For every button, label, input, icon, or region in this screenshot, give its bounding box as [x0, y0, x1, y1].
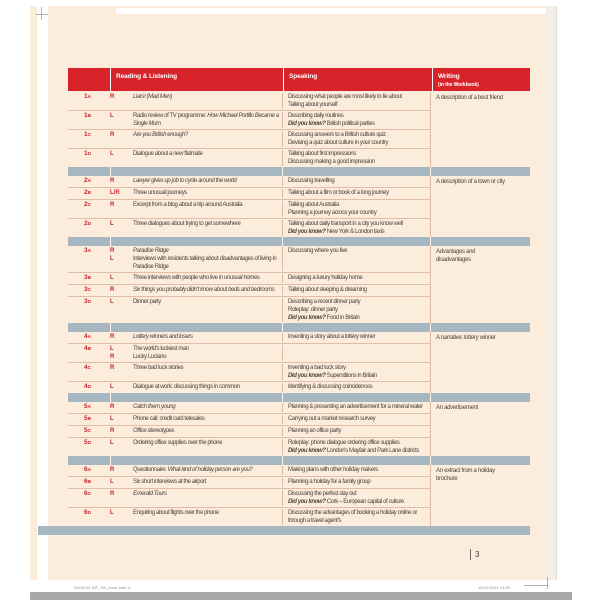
did-you-know-label: Did you know? — [288, 315, 327, 321]
reading-cell — [110, 439, 282, 455]
lesson-number: 1 — [84, 131, 88, 138]
reading-cell — [110, 383, 282, 392]
unit-rows — [68, 402, 430, 456]
lesson-number: 6 — [84, 478, 88, 485]
page-right-edge — [546, 6, 557, 580]
skill-indicator: L — [110, 275, 114, 281]
reading-cell — [110, 298, 282, 322]
lesson-number: 3 — [84, 298, 88, 305]
contents-table — [68, 68, 530, 535]
lesson-letter: B — [87, 191, 92, 196]
unit-block — [68, 402, 530, 456]
lesson-letter: D — [87, 222, 92, 227]
section-divider-bar — [68, 237, 530, 246]
speaking-item: Did you know? Superstitions in Britain — [288, 373, 377, 379]
unit-block — [68, 176, 530, 237]
speaking-cell — [282, 509, 430, 525]
lesson-id — [68, 286, 110, 295]
header-writing-title: Writing — [438, 73, 460, 80]
reading-title: Six things you probably didn't know about beds and bedrooms — [133, 287, 275, 293]
lesson-id — [68, 93, 110, 109]
lesson-number: 6 — [84, 509, 88, 516]
speaking-cell — [282, 364, 430, 380]
lesson-row — [68, 332, 430, 344]
speaking-item: Did you know? Food in Britain — [288, 315, 360, 321]
lesson-letter: C — [87, 366, 92, 371]
lesson-id — [68, 466, 110, 475]
lesson-row — [68, 508, 430, 526]
skill-indicator: R — [110, 178, 115, 184]
reading-title: Lottery winners and losers — [133, 334, 193, 340]
writing-cell: An advertisement — [430, 402, 530, 456]
skill-indicator: R — [110, 354, 115, 360]
speaking-cell — [282, 247, 430, 271]
lesson-number: 3 — [84, 286, 88, 293]
lesson-id — [68, 403, 110, 412]
skill-indicator: L — [110, 384, 114, 390]
units-container — [68, 92, 530, 526]
did-you-know-label: Did you know? — [288, 121, 327, 127]
skill-indicator: L — [110, 479, 114, 485]
unit-rows — [68, 465, 430, 526]
speaking-item: Did you know? Cork – European capital of culture — [288, 499, 404, 505]
page-bleed-strip — [30, 6, 37, 580]
writing-cell: A narrative: lottery winner — [430, 332, 530, 393]
reading-item — [110, 490, 282, 498]
lesson-letter: A — [87, 95, 92, 100]
reading-cell — [110, 478, 282, 487]
reading-item: L Radio review of TV programme: How Michael Portillo Became a Single Mum — [110, 113, 279, 127]
lesson-row — [68, 149, 430, 167]
lesson-letter: B — [87, 114, 92, 119]
reading-item: R Excerpt from a blog about a trip around Australia — [110, 202, 243, 208]
speaking-cell — [282, 478, 430, 487]
reading-cell — [110, 333, 282, 342]
unit-rows — [68, 246, 430, 323]
writing-cell: A description of a town or city — [430, 176, 530, 237]
section-divider-bar — [68, 393, 530, 402]
speaking-cell — [282, 177, 430, 186]
reading-item: L Dinner party — [110, 299, 161, 305]
lesson-letter: C — [87, 203, 92, 208]
lesson-id — [68, 364, 110, 380]
lesson-number: 6 — [84, 490, 88, 497]
speaking-item: Talking about a film or book of a long journey — [288, 190, 389, 196]
skill-indicator: R — [110, 334, 115, 340]
speaking-item: Making plans with other holiday makers — [288, 467, 378, 473]
unit-block — [68, 332, 530, 393]
skill-indicator: L/R — [110, 190, 120, 196]
reading-item: L Interviews with residents talking about disadvantages of living in Paradise Ridge — [110, 256, 277, 270]
reading-title: Are you British enough? — [133, 132, 188, 138]
lesson-letter: B — [87, 480, 92, 485]
skill-indicator: R — [110, 491, 115, 497]
skill-indicator: R — [110, 202, 115, 208]
lesson-number: 4 — [84, 364, 88, 371]
section-divider-bar — [68, 456, 530, 465]
lesson-id — [68, 247, 110, 271]
lesson-number: 1 — [84, 93, 88, 100]
header-reading-listening: Reading & Listening — [111, 68, 283, 91]
lesson-letter: B — [87, 347, 92, 352]
header-writing — [433, 68, 530, 91]
speaking-item: Planning a holiday for a family group — [288, 479, 371, 485]
reading-cell — [110, 427, 282, 436]
speaking-item: Discussing the perfect day out — [288, 491, 357, 497]
speaking-cell — [282, 415, 430, 424]
lesson-letter: A — [87, 335, 92, 340]
skill-indicator: R — [110, 365, 115, 371]
lesson-row — [68, 402, 430, 414]
speaking-item: Describing daily routines — [288, 113, 344, 119]
reading-cell — [110, 189, 282, 198]
speaking-item: Talking about first impressions — [288, 151, 356, 157]
lesson-number: 2 — [84, 220, 88, 227]
lesson-id — [68, 509, 110, 525]
lesson-id — [68, 150, 110, 166]
lesson-row — [68, 219, 430, 237]
print-file-note: 0409244 INT_SB_book.indb 3 — [74, 585, 131, 590]
speaking-cell — [282, 403, 430, 412]
lesson-number: 2 — [84, 201, 88, 208]
reading-item — [110, 427, 282, 435]
skill-indicator: L — [110, 510, 114, 516]
speaking-item: Discussing the advantages of booking a holiday online or through a travel agent's — [288, 510, 418, 524]
lesson-id — [68, 112, 110, 128]
lesson-row — [68, 130, 430, 149]
speaking-cell — [282, 345, 430, 361]
reading-item: R Lucky Luciano — [110, 354, 167, 360]
reading-cell — [110, 286, 282, 295]
header-speaking: Speaking — [284, 68, 432, 91]
lesson-row — [68, 363, 430, 382]
reading-title: How Michael Portillo Became a Single Mum — [133, 113, 279, 127]
skill-indicator: R — [110, 428, 115, 434]
lesson-number: 5 — [84, 439, 88, 446]
lesson-row — [68, 344, 430, 363]
reading-title: What kind of holiday person are you? — [167, 467, 253, 473]
reading-cell — [110, 345, 282, 361]
writing-cell: An extract from a holiday brochure — [430, 465, 530, 526]
speaking-item: Planning a journey across your country — [288, 210, 377, 216]
lesson-number: 4 — [84, 383, 88, 390]
reading-item: L Three interviews with people who live in unusual homes — [110, 275, 260, 281]
skill-indicator: R — [110, 132, 115, 138]
crop-mark — [36, 14, 48, 15]
header-unit-column — [68, 68, 110, 91]
unit-rows — [68, 176, 430, 237]
reading-cell — [110, 247, 282, 271]
speaking-cell — [282, 112, 430, 128]
closing-divider-bar — [38, 526, 530, 535]
reading-item — [110, 93, 282, 101]
table-header-row — [68, 68, 530, 91]
skill-indicator: R — [110, 287, 115, 293]
speaking-item: Talking about daily transport in a city you know well — [288, 221, 403, 227]
skill-indicator: R — [110, 404, 115, 410]
lesson-row — [68, 382, 430, 393]
speaking-cell — [282, 439, 430, 455]
reading-cell — [110, 201, 282, 217]
speaking-item: Discussing where you live — [288, 248, 348, 254]
top-trim-line — [116, 8, 546, 14]
lesson-number: 5 — [84, 415, 88, 422]
reading-item: R Questionnaire: What kind of holiday person are you? — [110, 467, 253, 473]
crop-mark — [547, 577, 548, 589]
did-you-know-label: Did you know? — [288, 373, 327, 379]
speaking-cell — [282, 220, 430, 236]
lesson-row — [68, 297, 430, 323]
speaking-item: Describing a recent dinner party — [288, 299, 361, 305]
lesson-id — [68, 427, 110, 436]
lesson-id — [68, 298, 110, 322]
speaking-item: Roleplay: phone dialogue ordering office supplies — [288, 440, 400, 446]
lesson-row — [68, 489, 430, 508]
lesson-row — [68, 438, 430, 456]
reading-title: Catch them young — [133, 404, 176, 410]
lesson-number: 1 — [84, 150, 88, 157]
lesson-row — [68, 465, 430, 477]
lesson-id — [68, 201, 110, 217]
lesson-number: 4 — [84, 333, 88, 340]
lesson-row — [68, 246, 430, 273]
reading-title: Emerald Tours — [133, 491, 167, 497]
skill-indicator: L — [110, 256, 114, 262]
reading-cell — [110, 131, 282, 147]
lesson-letter: C — [87, 133, 92, 138]
reading-title: Liars! (Mad Men) — [133, 94, 172, 100]
reading-item: L Dialogue about a new flatmate — [110, 151, 203, 157]
lesson-id — [68, 478, 110, 487]
lesson-id — [68, 131, 110, 147]
speaking-item: Planning an office party — [288, 428, 341, 434]
speaking-cell — [282, 466, 430, 475]
speaking-item: Talking about Australia — [288, 202, 339, 208]
unit-rows — [68, 332, 430, 393]
reading-item — [110, 247, 282, 255]
speaking-item: Inventing a bad luck story — [288, 365, 346, 371]
speaking-cell — [282, 298, 430, 322]
speaking-cell — [282, 490, 430, 506]
reading-item — [110, 131, 282, 139]
speaking-item: Discussing making a good impression — [288, 159, 375, 165]
speaking-item: Talking about yourself — [288, 102, 338, 108]
lesson-letter: A — [87, 179, 92, 184]
speaking-item: Did you know? London's Mayfair and Park Lane districts — [288, 448, 419, 454]
lesson-id — [68, 345, 110, 361]
lesson-number: 3 — [84, 247, 88, 254]
reading-cell — [110, 150, 282, 166]
skill-indicator: L — [110, 151, 114, 157]
did-you-know-label: Did you know? — [288, 448, 327, 454]
lesson-number: 4 — [84, 345, 88, 352]
lesson-row — [68, 188, 430, 200]
speaking-cell — [282, 427, 430, 436]
lesson-letter: B — [87, 276, 92, 281]
lesson-letter: A — [87, 468, 92, 473]
lesson-letter: B — [87, 417, 92, 422]
did-you-know-label: Did you know? — [288, 499, 327, 505]
speaking-cell — [282, 286, 430, 295]
lesson-letter: C — [87, 429, 92, 434]
speaking-item: Discussing answers to a British culture quiz — [288, 132, 386, 138]
speaking-cell — [282, 131, 430, 147]
lesson-letter: D — [87, 385, 92, 390]
speaking-cell — [282, 189, 430, 198]
speaking-item: Carrying out a market research survey — [288, 416, 376, 422]
lesson-row — [68, 477, 430, 489]
scanner-background-bar — [30, 592, 572, 600]
lesson-row — [68, 426, 430, 438]
speaking-cell — [282, 150, 430, 166]
lesson-letter: D — [87, 511, 92, 516]
did-you-know-label: Did you know? — [288, 229, 327, 235]
reading-title: Paradise Ridge — [133, 248, 169, 254]
lesson-letter: D — [87, 152, 92, 157]
skill-indicator: L — [110, 221, 114, 227]
reading-item: L/R Three unusual journeys — [110, 190, 187, 196]
lesson-number: 5 — [84, 403, 88, 410]
reading-item — [110, 403, 282, 411]
lesson-letter: A — [87, 405, 92, 410]
unit-block — [68, 465, 530, 526]
reading-item: L The world's luckiest man — [110, 346, 189, 352]
reading-item: L Phone call: credit card telesales — [110, 416, 205, 422]
lesson-id — [68, 415, 110, 424]
lesson-number: 6 — [84, 466, 88, 473]
reading-cell — [110, 220, 282, 236]
unit-block — [68, 246, 530, 323]
skill-indicator: R — [110, 94, 115, 100]
lesson-letter: D — [87, 300, 92, 305]
skill-indicator: R — [110, 248, 115, 254]
reading-item: L Ordering office supplies over the phone — [110, 440, 223, 446]
lesson-letter: D — [87, 441, 92, 446]
lesson-row — [68, 200, 430, 219]
lesson-id — [68, 177, 110, 186]
book-page — [48, 6, 546, 580]
reading-item — [110, 286, 282, 294]
speaking-item: Devising a quiz about culture in your country — [288, 140, 389, 146]
reading-cell — [110, 274, 282, 283]
page-number: 3 — [470, 549, 479, 560]
skill-indicator: L — [110, 440, 114, 446]
lesson-row — [68, 414, 430, 426]
reading-item: L Enquiring about flights over the phone — [110, 510, 219, 516]
print-timestamp-note: 15/10/2011 15:25 — [478, 585, 511, 590]
speaking-item: Talking about sleeping & dreaming — [288, 287, 367, 293]
reading-cell — [110, 415, 282, 424]
lesson-number: 1 — [84, 112, 88, 119]
lesson-number: 2 — [84, 177, 88, 184]
lesson-id — [68, 333, 110, 342]
lesson-number: 2 — [84, 189, 88, 196]
speaking-item: Did you know? British political parties — [288, 121, 375, 127]
reading-cell — [110, 403, 282, 412]
lesson-number: 3 — [84, 274, 88, 281]
lesson-number: 5 — [84, 427, 88, 434]
speaking-item: Discussing travelling — [288, 178, 335, 184]
unit-rows — [68, 92, 430, 167]
speaking-item: Planning & presenting an advertisement for a mineral water — [288, 404, 423, 410]
speaking-item: Did you know? New York & London taxis — [288, 229, 385, 235]
crop-mark — [524, 585, 548, 586]
lesson-letter: C — [87, 288, 92, 293]
speaking-cell — [282, 93, 430, 109]
speaking-cell — [282, 201, 430, 217]
reading-item: L Dialogue at work: discussing things in common — [110, 384, 240, 390]
speaking-cell — [282, 333, 430, 342]
lesson-letter: A — [87, 249, 92, 254]
reading-cell — [110, 490, 282, 506]
reading-title: Office stereotypes — [133, 428, 175, 434]
lesson-row — [68, 285, 430, 297]
skill-indicator: L — [110, 346, 114, 352]
reading-cell — [110, 177, 282, 186]
unit-block — [68, 92, 530, 167]
reading-item — [110, 177, 282, 185]
writing-cell: Advantages and disadvantages — [430, 246, 530, 323]
lesson-row — [68, 92, 430, 111]
lesson-id — [68, 189, 110, 198]
speaking-item: Roleplay: dinner party — [288, 307, 338, 313]
lesson-id — [68, 383, 110, 392]
lesson-id — [68, 274, 110, 283]
reading-cell — [110, 112, 282, 128]
skill-indicator: L — [110, 113, 114, 119]
skill-indicator: R — [110, 467, 115, 473]
reading-cell — [110, 466, 282, 475]
lesson-row — [68, 273, 430, 285]
speaking-item: Inventing a story about a lottery winner — [288, 334, 376, 340]
speaking-item: Discussing what people are most likely to lie about — [288, 94, 402, 100]
reading-cell — [110, 93, 282, 109]
lesson-id — [68, 490, 110, 506]
lesson-row — [68, 111, 430, 130]
lesson-id — [68, 439, 110, 455]
speaking-cell — [282, 383, 430, 392]
lesson-id — [68, 220, 110, 236]
reading-title: Lawyer gives up job to cycle around the world — [133, 178, 237, 184]
speaking-cell — [282, 274, 430, 283]
lesson-letter: C — [87, 492, 92, 497]
reading-item: L Six short interviews at the airport — [110, 479, 207, 485]
reading-cell — [110, 364, 282, 380]
skill-indicator: L — [110, 299, 114, 305]
header-writing-subtitle: (in the Workbook) — [438, 82, 479, 88]
reading-item: R Three bad luck stories — [110, 365, 184, 371]
section-divider-bar — [68, 323, 530, 332]
reading-cell — [110, 509, 282, 525]
speaking-item: Designing a luxury holiday home — [288, 275, 363, 281]
speaking-item: Identifying & discussing coincidences — [288, 384, 373, 390]
section-divider-bar — [68, 167, 530, 176]
reading-item: L Three dialogues about trying to get somewhere — [110, 221, 241, 227]
skill-indicator: L — [110, 416, 114, 422]
writing-cell: A description of a best friend — [430, 92, 530, 167]
reading-item — [110, 333, 282, 341]
lesson-row — [68, 176, 430, 188]
